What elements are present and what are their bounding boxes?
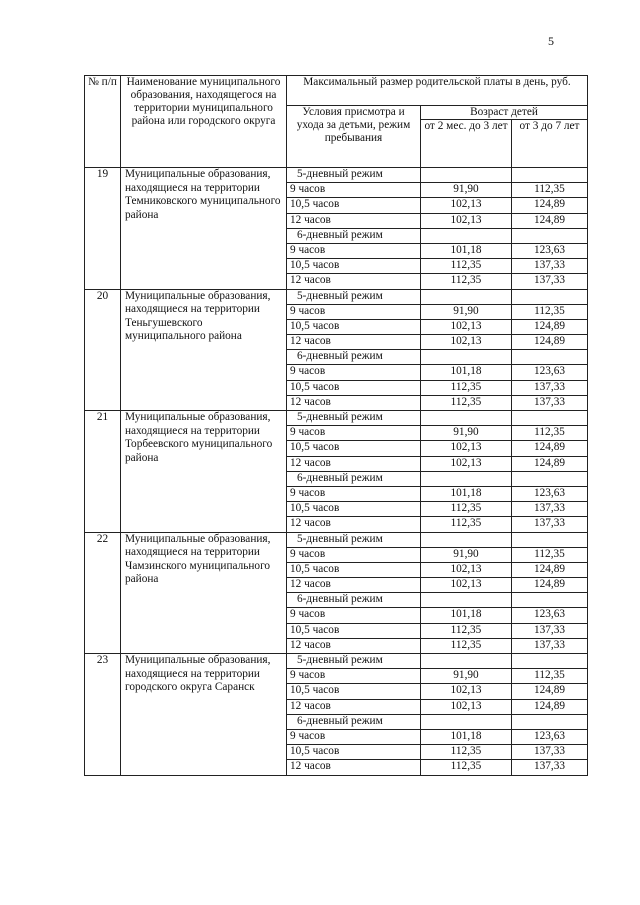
fee-age-2: 137,33	[512, 517, 588, 532]
fee-age-2: 112,35	[512, 547, 588, 562]
fee-age-1: 112,35	[421, 638, 512, 653]
stay-duration: 9 часов	[287, 669, 421, 684]
fee-age-1: 112,35	[421, 395, 512, 410]
municipality-name: Муниципальные образования, находящиеся на территории Теньгушевского муниципального района	[121, 289, 287, 411]
fee-age-2: 124,89	[512, 684, 588, 699]
empty-cell	[421, 411, 512, 426]
stay-duration: 10,5 часов	[287, 380, 421, 395]
fee-age-1: 102,13	[421, 441, 512, 456]
fee-age-1: 102,13	[421, 578, 512, 593]
header-conditions: Условия присмотра и ухода за детьми, режим пребывания	[287, 106, 421, 168]
fee-age-1: 102,13	[421, 335, 512, 350]
fee-age-2: 123,63	[512, 365, 588, 380]
empty-cell	[512, 593, 588, 608]
fee-age-2: 124,89	[512, 456, 588, 471]
fee-age-2: 123,63	[512, 486, 588, 501]
table-row	[85, 411, 588, 426]
group-number: 20	[85, 289, 121, 411]
empty-cell	[512, 714, 588, 729]
table-row	[85, 654, 588, 669]
empty-cell	[512, 168, 588, 183]
stay-duration: 9 часов	[287, 547, 421, 562]
stay-duration: 10,5 часов	[287, 259, 421, 274]
fee-age-1: 91,90	[421, 669, 512, 684]
empty-cell	[512, 289, 588, 304]
empty-cell	[512, 471, 588, 486]
fee-age-1: 112,35	[421, 745, 512, 760]
mode-five-label: 5-дневный режим	[287, 411, 421, 426]
fee-age-2: 137,33	[512, 259, 588, 274]
mode-six-label: 6-дневный режим	[287, 471, 421, 486]
group-number: 22	[85, 532, 121, 654]
stay-duration: 10,5 часов	[287, 441, 421, 456]
stay-duration: 10,5 часов	[287, 502, 421, 517]
stay-duration: 9 часов	[287, 608, 421, 623]
header-name: Наименование муниципального образования, находящегося на территории муниципального района или городского округа	[121, 76, 287, 168]
empty-cell	[512, 350, 588, 365]
stay-duration: 9 часов	[287, 426, 421, 441]
municipality-name: Муниципальные образования, находящиеся на территории Торбеевского муниципального района	[121, 411, 287, 533]
fee-age-2: 124,89	[512, 578, 588, 593]
stay-duration: 12 часов	[287, 213, 421, 228]
fee-age-2: 112,35	[512, 183, 588, 198]
fee-age-2: 137,33	[512, 760, 588, 775]
fee-age-2: 137,33	[512, 502, 588, 517]
fee-age-1: 112,35	[421, 380, 512, 395]
fee-age-2: 112,35	[512, 669, 588, 684]
group-number: 21	[85, 411, 121, 533]
mode-six-label: 6-дневный режим	[287, 593, 421, 608]
header-age-2: от 3 до 7 лет	[512, 120, 588, 168]
fee-age-1: 112,35	[421, 502, 512, 517]
fee-age-2: 123,63	[512, 729, 588, 744]
stay-duration: 12 часов	[287, 274, 421, 289]
mode-six-label: 6-дневный режим	[287, 228, 421, 243]
empty-cell	[421, 471, 512, 486]
stay-duration: 9 часов	[287, 243, 421, 258]
fee-age-2: 124,89	[512, 198, 588, 213]
stay-duration: 12 часов	[287, 638, 421, 653]
stay-duration: 12 часов	[287, 760, 421, 775]
municipality-name: Муниципальные образования, находящиеся на территории Темниковского муниципального района	[121, 168, 287, 290]
stay-duration: 12 часов	[287, 578, 421, 593]
fee-age-1: 91,90	[421, 547, 512, 562]
header-age: Возраст детей	[421, 106, 588, 120]
page-number: 5	[548, 34, 554, 48]
stay-duration: 12 часов	[287, 517, 421, 532]
fee-age-1: 112,35	[421, 517, 512, 532]
stay-duration: 10,5 часов	[287, 319, 421, 334]
fee-age-2: 124,89	[512, 213, 588, 228]
empty-cell	[512, 532, 588, 547]
empty-cell	[421, 289, 512, 304]
stay-duration: 10,5 часов	[287, 562, 421, 577]
fee-age-2: 137,33	[512, 623, 588, 638]
fee-age-1: 102,13	[421, 213, 512, 228]
table-body	[85, 168, 588, 776]
fee-age-1: 112,35	[421, 623, 512, 638]
table-row	[85, 289, 588, 304]
empty-cell	[512, 228, 588, 243]
empty-cell	[421, 714, 512, 729]
fee-age-1: 101,18	[421, 608, 512, 623]
fee-age-2: 137,33	[512, 274, 588, 289]
fee-age-2: 137,33	[512, 638, 588, 653]
mode-five-label: 5-дневный режим	[287, 532, 421, 547]
empty-cell	[512, 654, 588, 669]
mode-five-label: 5-дневный режим	[287, 289, 421, 304]
stay-duration: 10,5 часов	[287, 684, 421, 699]
header-age-1: от 2 мес. до 3 лет	[421, 120, 512, 168]
empty-cell	[421, 168, 512, 183]
empty-cell	[512, 411, 588, 426]
fee-age-1: 102,13	[421, 198, 512, 213]
stay-duration: 10,5 часов	[287, 623, 421, 638]
stay-duration: 12 часов	[287, 456, 421, 471]
fee-age-1: 112,35	[421, 259, 512, 274]
mode-five-label: 5-дневный режим	[287, 168, 421, 183]
fee-age-2: 123,63	[512, 243, 588, 258]
stay-duration: 9 часов	[287, 183, 421, 198]
stay-duration: 10,5 часов	[287, 745, 421, 760]
fee-age-1: 102,13	[421, 319, 512, 334]
empty-cell	[421, 532, 512, 547]
fee-age-2: 112,35	[512, 426, 588, 441]
fee-age-1: 102,13	[421, 699, 512, 714]
fee-age-1: 91,90	[421, 426, 512, 441]
fee-age-1: 91,90	[421, 183, 512, 198]
stay-duration: 9 часов	[287, 304, 421, 319]
fee-age-2: 124,89	[512, 319, 588, 334]
fee-table	[84, 75, 588, 776]
stay-duration: 12 часов	[287, 395, 421, 410]
fee-age-2: 112,35	[512, 304, 588, 319]
fee-age-1: 112,35	[421, 760, 512, 775]
fee-age-2: 137,33	[512, 395, 588, 410]
fee-age-2: 124,89	[512, 699, 588, 714]
fee-age-1: 101,18	[421, 243, 512, 258]
fee-age-1: 102,13	[421, 562, 512, 577]
mode-six-label: 6-дневный режим	[287, 714, 421, 729]
stay-duration: 10,5 часов	[287, 198, 421, 213]
group-number: 19	[85, 168, 121, 290]
stay-duration: 12 часов	[287, 335, 421, 350]
fee-age-1: 101,18	[421, 365, 512, 380]
stay-duration: 12 часов	[287, 699, 421, 714]
fee-age-2: 137,33	[512, 380, 588, 395]
fee-age-2: 123,63	[512, 608, 588, 623]
header-max-fee: Максимальный размер родительской платы в день, руб.	[287, 76, 588, 106]
fee-age-2: 124,89	[512, 562, 588, 577]
municipality-name: Муниципальные образования, находящиеся на территории городского округа Саранск	[121, 654, 287, 776]
empty-cell	[421, 593, 512, 608]
empty-cell	[421, 654, 512, 669]
stay-duration: 9 часов	[287, 486, 421, 501]
header-num: № п/п	[85, 76, 121, 168]
empty-cell	[421, 350, 512, 365]
fee-age-1: 112,35	[421, 274, 512, 289]
table-row	[85, 532, 588, 547]
fee-age-1: 102,13	[421, 456, 512, 471]
group-number: 23	[85, 654, 121, 776]
mode-six-label: 6-дневный режим	[287, 350, 421, 365]
fee-age-2: 137,33	[512, 745, 588, 760]
fee-age-1: 101,18	[421, 486, 512, 501]
fee-age-2: 124,89	[512, 335, 588, 350]
fee-age-1: 91,90	[421, 304, 512, 319]
stay-duration: 9 часов	[287, 729, 421, 744]
fee-age-1: 102,13	[421, 684, 512, 699]
municipality-name: Муниципальные образования, находящиеся на территории Чамзинского муниципального района	[121, 532, 287, 654]
mode-five-label: 5-дневный режим	[287, 654, 421, 669]
fee-age-1: 101,18	[421, 729, 512, 744]
fee-age-2: 124,89	[512, 441, 588, 456]
table-row	[85, 168, 588, 183]
empty-cell	[421, 228, 512, 243]
stay-duration: 9 часов	[287, 365, 421, 380]
